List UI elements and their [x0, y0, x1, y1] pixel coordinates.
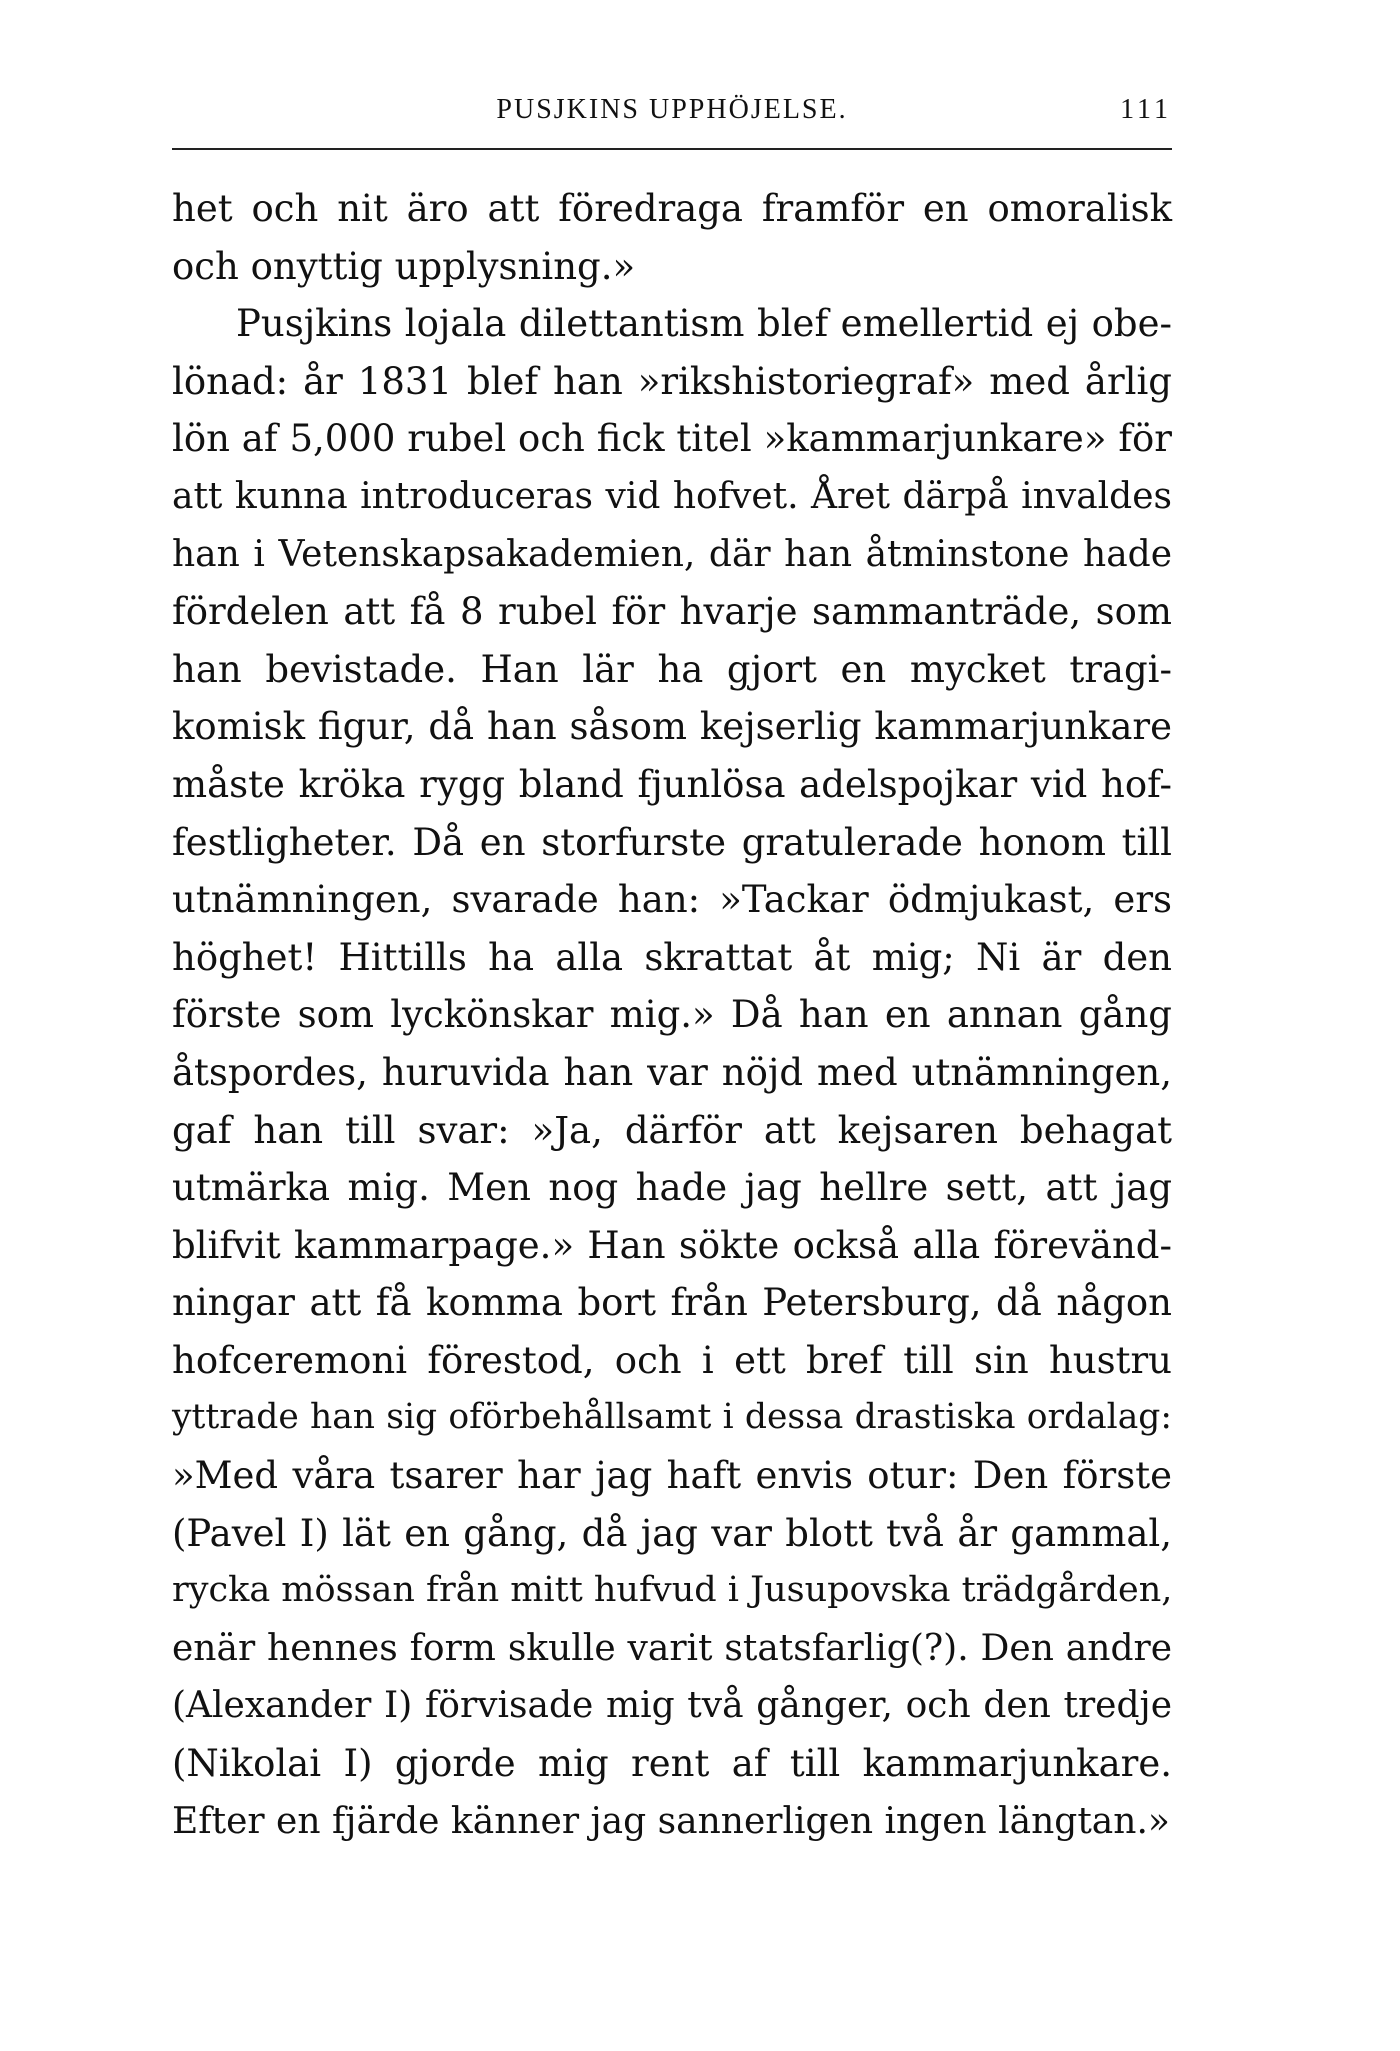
text-line: komisk figur, då han såsom kejserlig kammarjunkare	[172, 705, 1172, 749]
running-title: PUSJKINS UPPHÖJELSE.	[496, 94, 848, 125]
text-line: lönad: år 1831 blef han »rikshistoriegraf» med årlig	[172, 359, 1172, 403]
text-line: festligheter. Då en storfurste gratulerade honom till	[172, 820, 1172, 864]
text-line: måste kröka rygg bland fjunlösa adelspojkar vid hof-	[172, 762, 1172, 806]
text-line: att kunna introduceras vid hofvet. Året därpå invaldes	[172, 475, 1172, 517]
running-head	[172, 92, 1172, 128]
text-line: han i Vetenskapsakademien, där han åtminstone hade	[172, 533, 1172, 575]
page-number: 111	[1120, 94, 1172, 125]
text-line: het och nit äro att föredraga framför en omoralisk	[172, 187, 1172, 230]
text-line: förste som lyckönskar mig.» Då han en annan gång	[172, 993, 1172, 1037]
text-line: fördelen att få 8 rubel för hvarje sammanträde, som	[172, 590, 1172, 634]
text-line: (Alexander I) förvisade mig två gånger, och den tredje	[172, 1685, 1172, 1727]
text-line: gaf han till svar: »Ja, därför att kejsaren behagat	[172, 1108, 1172, 1152]
text-line: lön af 5,000 rubel och fick titel »kammarjunkare» för	[172, 417, 1172, 461]
text-line: (Pavel I) lät en gång, då jag var blott två år gammal,	[172, 1511, 1172, 1555]
text-line: enär hennes form skulle varit statsfarlig(?). Den andre	[172, 1627, 1172, 1669]
text-line: hofceremoni förestod, och i ett bref till sin hustru	[172, 1338, 1172, 1382]
text-line: utnämningen, svarade han: »Tackar ödmjukast, ers	[172, 878, 1172, 922]
text-line: ningar att få komma bort från Petersburg, då någon	[172, 1281, 1172, 1325]
text-line: Pusjkins lojala dilettantism blef emellertid ej obe-	[236, 302, 1172, 346]
text-line: (Nikolai I) gjorde mig rent af till kammarjunkare.	[172, 1742, 1172, 1786]
text-line: åtspordes, huruvida han var nöjd med utnämningen,	[172, 1050, 1172, 1094]
text-line: rycka mössan från mitt hufvud i Jusupovska trädgården,	[172, 1570, 1173, 1611]
text-line: han bevistade. Han lär ha gjort en mycket tragi-	[172, 647, 1172, 691]
body-text	[172, 180, 1172, 1850]
text-line: och onyttig upplysning.»	[172, 244, 636, 288]
text-line: blifvit kammarpage.» Han sökte också alla förevänd-	[172, 1223, 1172, 1267]
text-line: yttrade han sig oförbehållsamt i dessa drastiska ordalag:	[172, 1397, 1172, 1438]
text-line: höghet! Hittills ha alla skrattat åt mig; Ni är den	[172, 935, 1172, 979]
text-line: Efter en fjärde känner jag sannerligen ingen längtan.»	[172, 1800, 1170, 1842]
header-rule	[172, 148, 1172, 150]
text-line: utmärka mig. Men nog hade jag hellre sett, att jag	[172, 1166, 1172, 1210]
text-line: »Med våra tsarer har jag haft envis otur: Den förste	[172, 1454, 1172, 1498]
